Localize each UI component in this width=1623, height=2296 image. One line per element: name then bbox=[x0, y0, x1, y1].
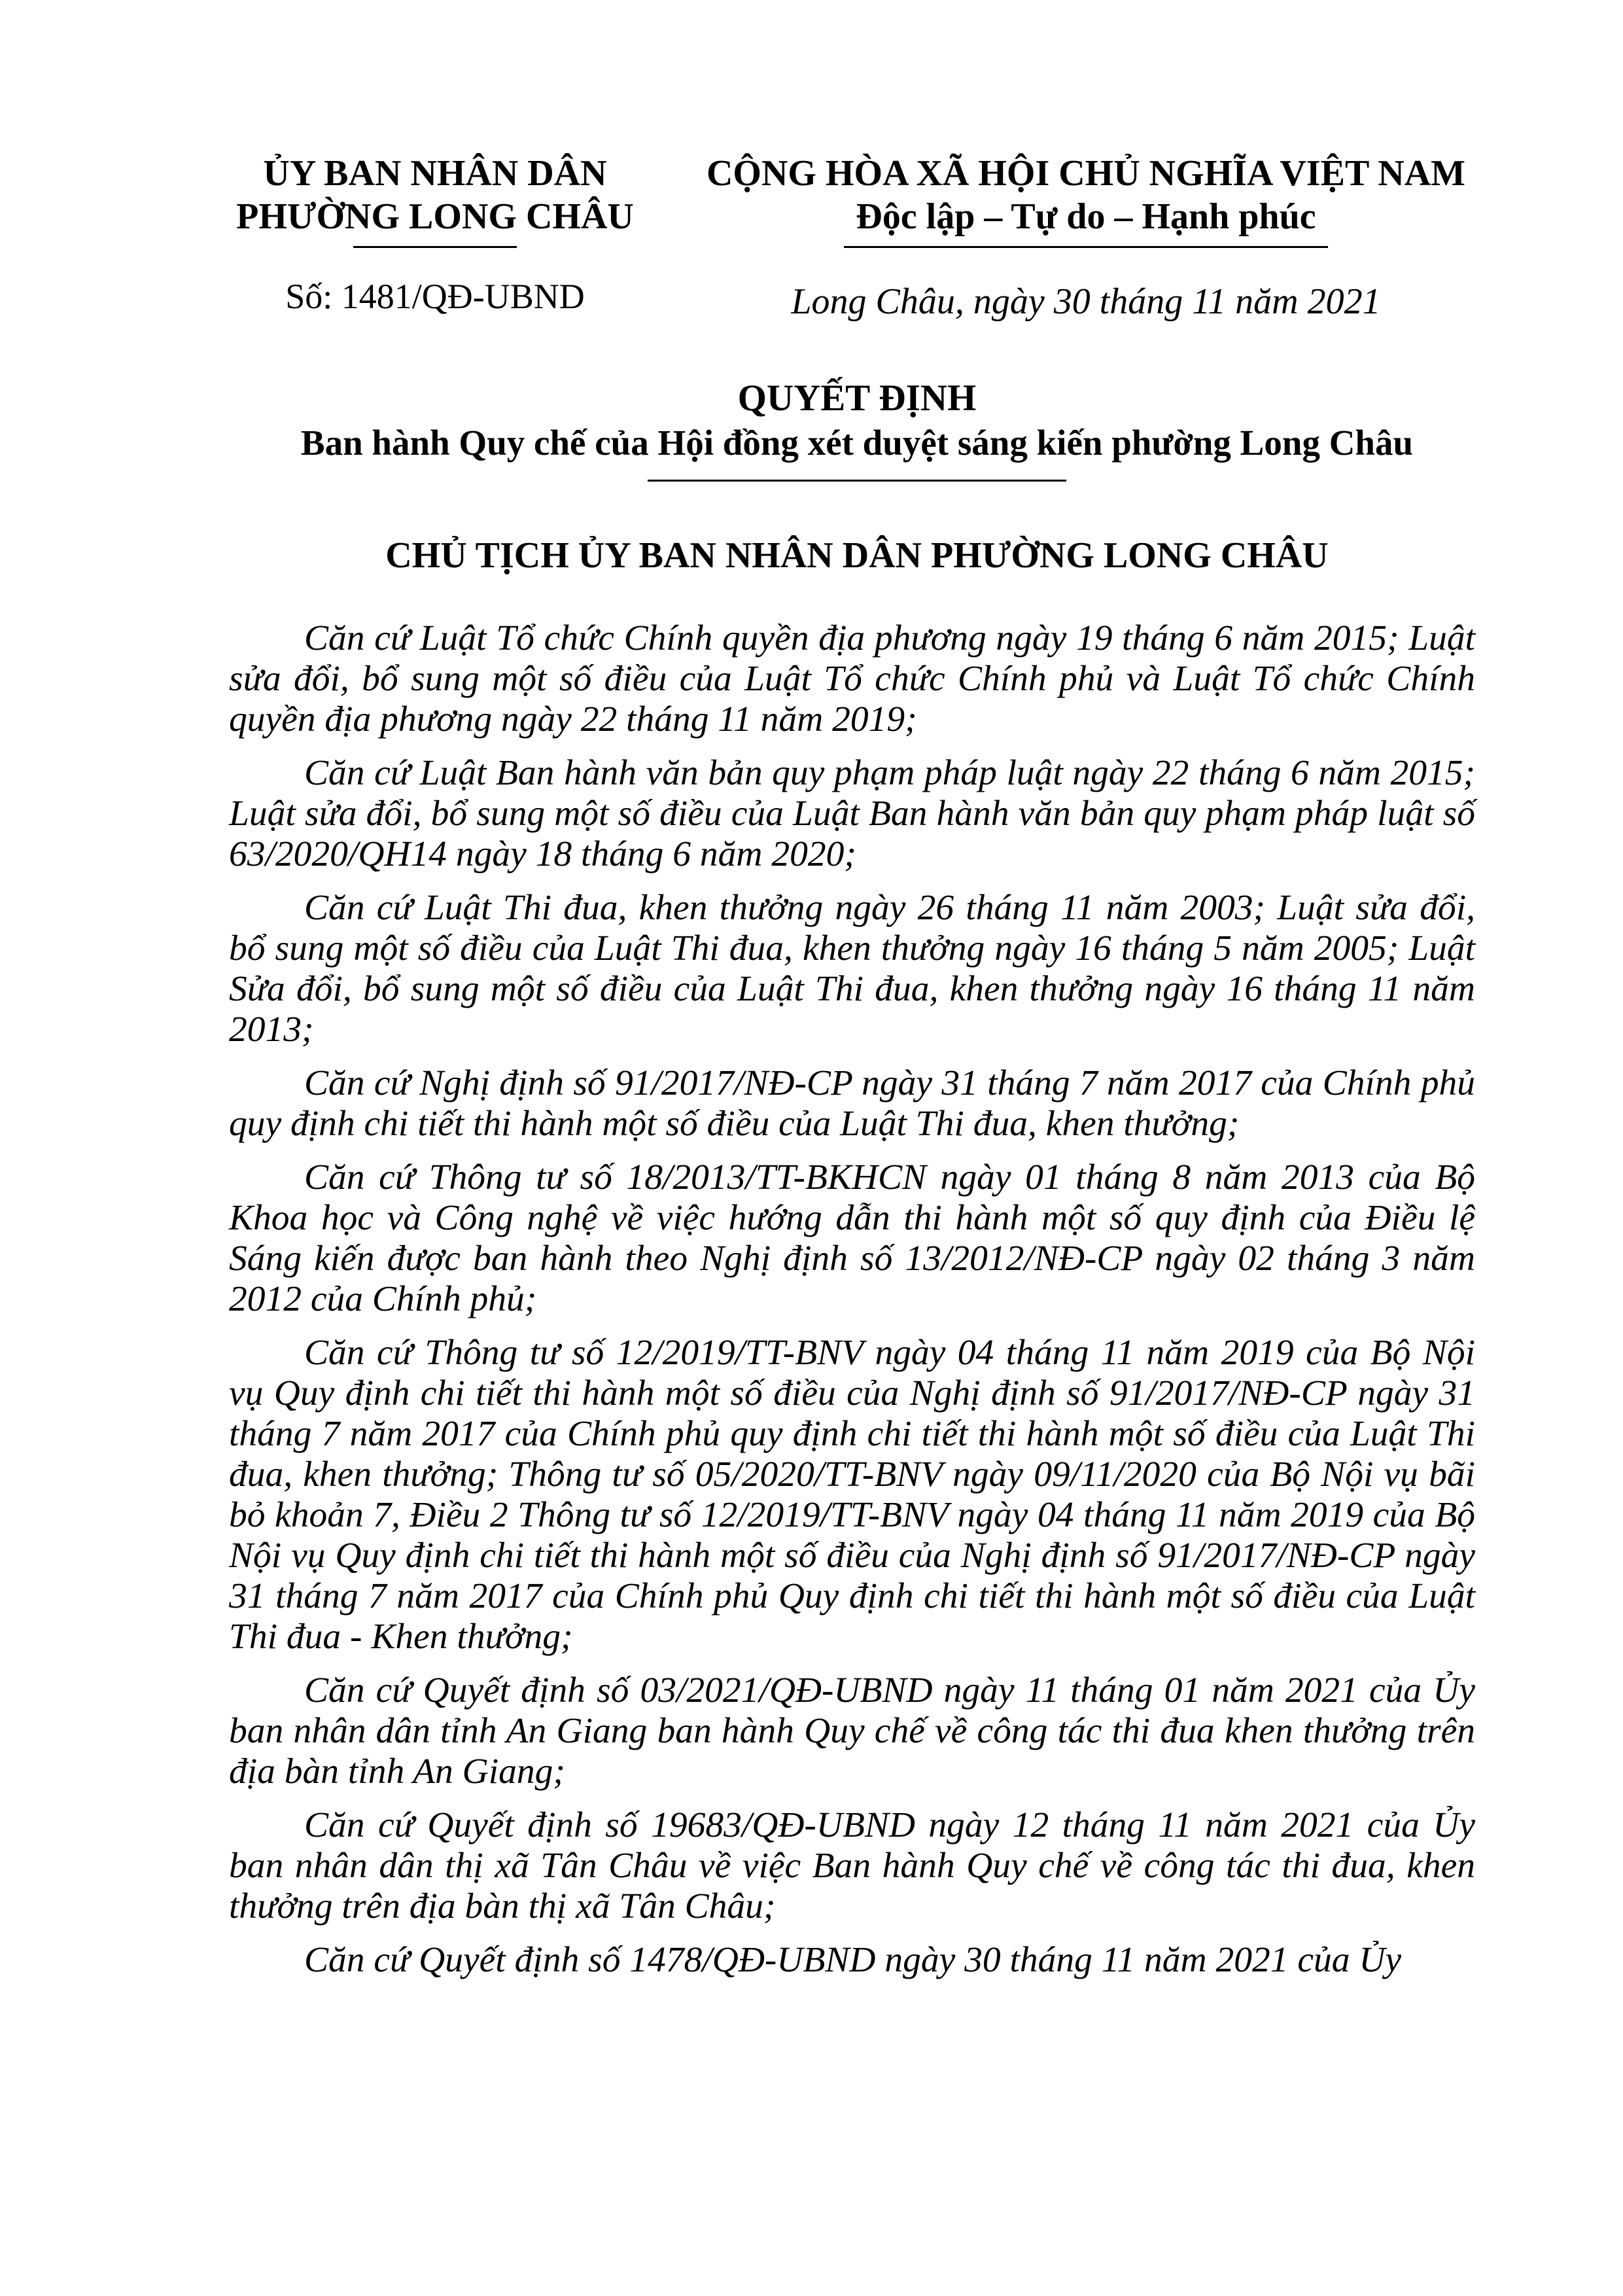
legal-basis-paragraph: Căn cứ Luật Tổ chức Chính quyền địa phương ngày 19 tháng 6 năm 2015; Luật sửa đổi, bổ sung một số điều của Luật Tổ chức Chính phủ và Luật Tổ chức Chính quyền địa phương ngày 22 tháng 11 năm 2019; bbox=[229, 618, 1475, 739]
document-type-title: QUYẾT ĐỊNH bbox=[737, 378, 977, 419]
issuing-authority: CHỦ TỊCH ỦY BAN NHÂN DÂN PHƯỜNG LONG CHÂU bbox=[385, 535, 1329, 576]
agency-underline bbox=[353, 246, 517, 248]
legal-basis-paragraph: Căn cứ Quyết định số 1478/QĐ-UBND ngày 30 tháng 11 năm 2021 của Ủy bbox=[304, 1940, 1402, 1980]
issuing-agency-line-2: PHƯỜNG LONG CHÂU bbox=[236, 196, 634, 237]
legal-basis-paragraph: Căn cứ Thông tư số 12/2019/TT-BNV ngày 04 tháng 11 năm 2019 của Bộ Nội vụ Quy định chi tiết thi hành một số điều của Nghị định số 91/2017/NĐ-CP ngày 31 tháng 7 năm 2017 của Chính phủ quy định chi tiết thi hành một số điều của Luật Thi đua, khen thưởng; Thông tư số 05/2020/TT-BNV ngày 09/11/2020 của Bộ Nội vụ bãi bỏ khoản 7, Điều 2 Thông tư số 12/2019/TT-BNV ngày 04 tháng 11 năm 2019 của Bộ Nội vụ Quy định chi tiết thi hành một số điều của Nghị định số 91/2017/NĐ-CP ngày 31 tháng 7 năm 2017 của Chính phủ Quy định chi tiết thi hành một số điều của Luật Thi đua - Khen thưởng; bbox=[229, 1333, 1475, 1657]
document-subject: Ban hành Quy chế của Hội đồng xét duyệt sáng kiến phường Long Châu bbox=[300, 423, 1414, 463]
motto-underline bbox=[844, 246, 1328, 248]
legal-basis-paragraph: Căn cứ Quyết định số 19683/QĐ-UBND ngày 12 tháng 11 năm 2021 của Ủy ban nhân dân thị xã Tân Châu về việc Ban hành Quy chế về công tác thi đua, khen thưởng trên địa bàn thị xã Tân Châu; bbox=[229, 1805, 1475, 1926]
legal-basis-paragraph: Căn cứ Quyết định số 03/2021/QĐ-UBND ngày 11 tháng 01 năm 2021 của Ủy ban nhân dân tỉnh An Giang ban hành Quy chế về công tác thi đua khen thưởng trên địa bàn tỉnh An Giang; bbox=[229, 1670, 1475, 1792]
national-motto-block bbox=[680, 152, 1492, 248]
document-title-block bbox=[222, 376, 1492, 482]
legal-basis-paragraph: Căn cứ Nghị định số 91/2017/NĐ-CP ngày 31 tháng 7 năm 2017 của Chính phủ quy định chi tiết thi hành một số điều của Luật Thi đua, khen thưởng; bbox=[229, 1063, 1475, 1144]
nation-name: CỘNG HÒA XÃ HỘI CHỦ NGHĨA VIỆT NAM bbox=[706, 153, 1466, 194]
legal-basis-paragraph: Căn cứ Luật Thi đua, khen thưởng ngày 26 tháng 11 năm 2003; Luật sửa đổi, bổ sung một số điều của Luật Thi đua, khen thưởng ngày 16 tháng 5 năm 2005; Luật Sửa đổi, bổ sung một số điều của Luật Thi đua, khen thưởng ngày 16 tháng 11 năm 2013; bbox=[229, 888, 1475, 1050]
legal-basis-paragraph: Căn cứ Thông tư số 18/2013/TT-BKHCN ngày 01 tháng 8 năm 2013 của Bộ Khoa học và Công nghệ về việc hướng dẫn thi hành một số quy định của Điều lệ Sáng kiến được ban hành theo Nghị định số 13/2012/NĐ-CP ngày 02 tháng 3 năm 2012 của Chính phủ; bbox=[229, 1157, 1475, 1319]
legal-basis-paragraph: Căn cứ Luật Ban hành văn bản quy phạm pháp luật ngày 22 tháng 6 năm 2015; Luật sửa đổi, bổ sung một số điều của Luật Ban hành văn bản quy phạm pháp luật số 63/2020/QH14 ngày 18 tháng 6 năm 2020; bbox=[229, 753, 1475, 874]
document-number: Số: 1481/QĐ-UBND bbox=[285, 277, 585, 316]
issuing-agency-block bbox=[222, 152, 648, 248]
legal-basis-section bbox=[229, 618, 1475, 1994]
title-underline bbox=[648, 480, 1066, 482]
issuing-agency-line-1: ỦY BAN NHÂN DÂN bbox=[263, 153, 607, 194]
place-and-date: Long Châu, ngày 30 tháng 11 năm 2021 bbox=[791, 281, 1381, 322]
national-motto: Độc lập – Tự do – Hạnh phúc bbox=[856, 196, 1316, 237]
